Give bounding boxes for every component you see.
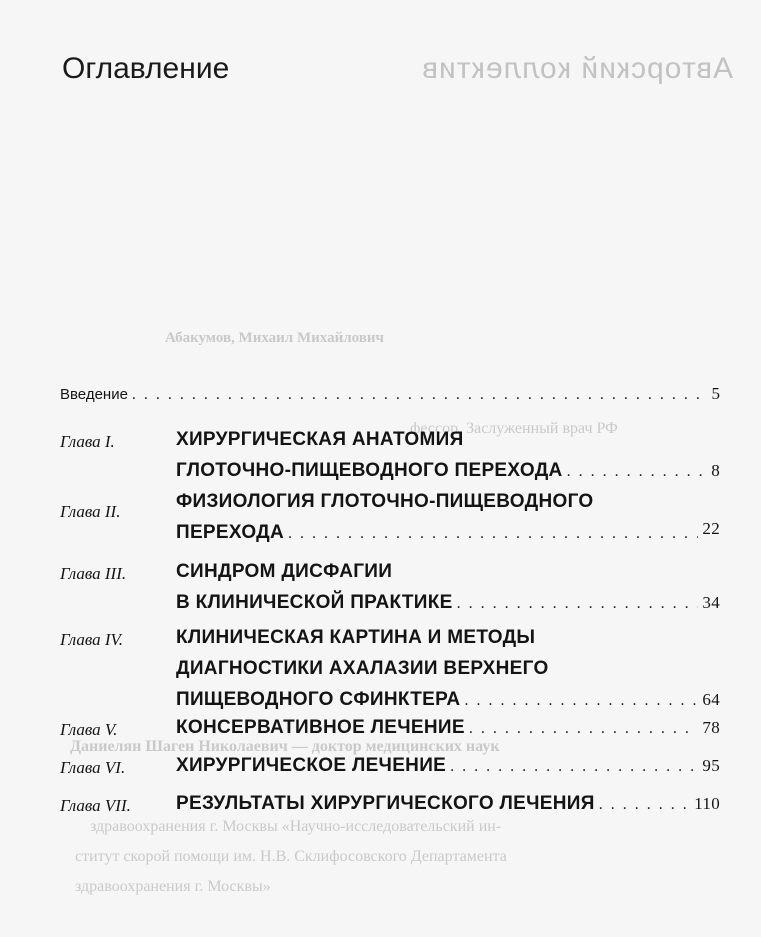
- chapter-title: [176, 556, 720, 619]
- chapter-title: [176, 424, 720, 487]
- chapter-title: [176, 750, 720, 782]
- chapter-title-last-line: [176, 455, 720, 487]
- toc-entry-page: 95: [702, 756, 720, 775]
- toc-entry-page: 78: [702, 718, 720, 737]
- chapter-title: [176, 712, 720, 744]
- chapter-title-last-line: [176, 788, 720, 820]
- chapter-title-line: ХИРУРГИЧЕСКОЕ ЛЕЧЕНИЕ: [176, 755, 447, 776]
- chapter-title: [176, 788, 720, 820]
- chapter-label: Глава II.: [60, 502, 121, 521]
- bleed-through-line: Даниелян Шаген Николаевич — доктор медицинских наук: [70, 738, 500, 755]
- chapter-label: Глава III.: [60, 564, 127, 583]
- chapter-title-line: ПЕРЕХОДА: [176, 522, 285, 543]
- chapter-title-line: РЕЗУЛЬТАТЫ ХИРУРГИЧЕСКОГО ЛЕЧЕНИЯ: [176, 793, 595, 814]
- dot-leader: [457, 588, 699, 619]
- chapter-title-line: В КЛИНИЧЕСКОЙ ПРАКТИКЕ: [176, 592, 453, 613]
- chapter-title-last-line: [176, 712, 720, 744]
- dot-leader: [132, 386, 708, 404]
- chapter-title-line: СИНДРОМ ДИСФАГИИ: [176, 561, 393, 582]
- toc-entry-title: Введение: [60, 386, 128, 403]
- bleed-through-line: здравоохранения г. Москвы»: [75, 878, 271, 895]
- bleed-through-header: Авторский коллектив: [420, 52, 733, 85]
- chapter-label: Глава IV.: [60, 630, 124, 649]
- chapter-title-last-line: [176, 587, 720, 619]
- dot-leader: [450, 751, 698, 782]
- chapter-title: [176, 486, 720, 549]
- toc-entry-page: 8: [711, 461, 720, 480]
- bleed-through-line: фессор, Заслуженный врач РФ: [410, 420, 618, 437]
- chapter-title-line: ДИАГНОСТИКИ АХАЛАЗИИ ВЕРХНЕГО: [176, 658, 549, 679]
- toc-entry-page: 64: [702, 690, 720, 709]
- dot-leader: [599, 789, 691, 820]
- bleed-through-line: здравоохранения г. Москвы «Научно-исследовательский ин-: [90, 818, 502, 835]
- chapter-title-line: КОНСЕРВАТИВНОЕ ЛЕЧЕНИЕ: [176, 717, 465, 738]
- toc-entry-intro[interactable]: [60, 384, 720, 404]
- page-title: Оглавление: [62, 52, 230, 85]
- bleed-through-line: Абакумов, Михаил Михайлович: [165, 330, 384, 346]
- chapter-title-line: ГЛОТОЧНО-ПИЩЕВОДНОГО ПЕРЕХОДА: [176, 460, 563, 481]
- toc-entry-page: 22: [702, 519, 720, 538]
- chapter-title-line: ПИЩЕВОДНОГО СФИНКТЕРА: [176, 689, 461, 710]
- chapter-label: Глава VII.: [60, 796, 131, 815]
- dot-leader: [288, 518, 698, 549]
- bleed-through-line: ститут скорой помощи им. Н.В. Склифосовского Департамента: [75, 848, 507, 865]
- chapter-label: Глава V.: [60, 720, 118, 739]
- chapter-label: Глава VI.: [60, 758, 126, 777]
- dot-leader: [469, 713, 699, 744]
- chapter-title-last-line: [176, 517, 720, 549]
- chapter-title-last-line: [176, 750, 720, 782]
- toc-entry-page: 110: [694, 794, 720, 813]
- chapter-title-line: ХИРУРГИЧЕСКАЯ АНАТОМИЯ: [176, 429, 464, 450]
- chapter-title: [176, 622, 720, 716]
- toc-entry-page: 5: [711, 384, 720, 403]
- dot-leader: [567, 456, 708, 487]
- chapter-title-line: КЛИНИЧЕСКАЯ КАРТИНА И МЕТОДЫ: [176, 627, 536, 648]
- toc-entry-page: 34: [702, 593, 720, 612]
- chapter-title-line: ФИЗИОЛОГИЯ ГЛОТОЧНО-ПИЩЕВОДНОГО: [176, 491, 594, 512]
- chapter-label: Глава I.: [60, 432, 115, 451]
